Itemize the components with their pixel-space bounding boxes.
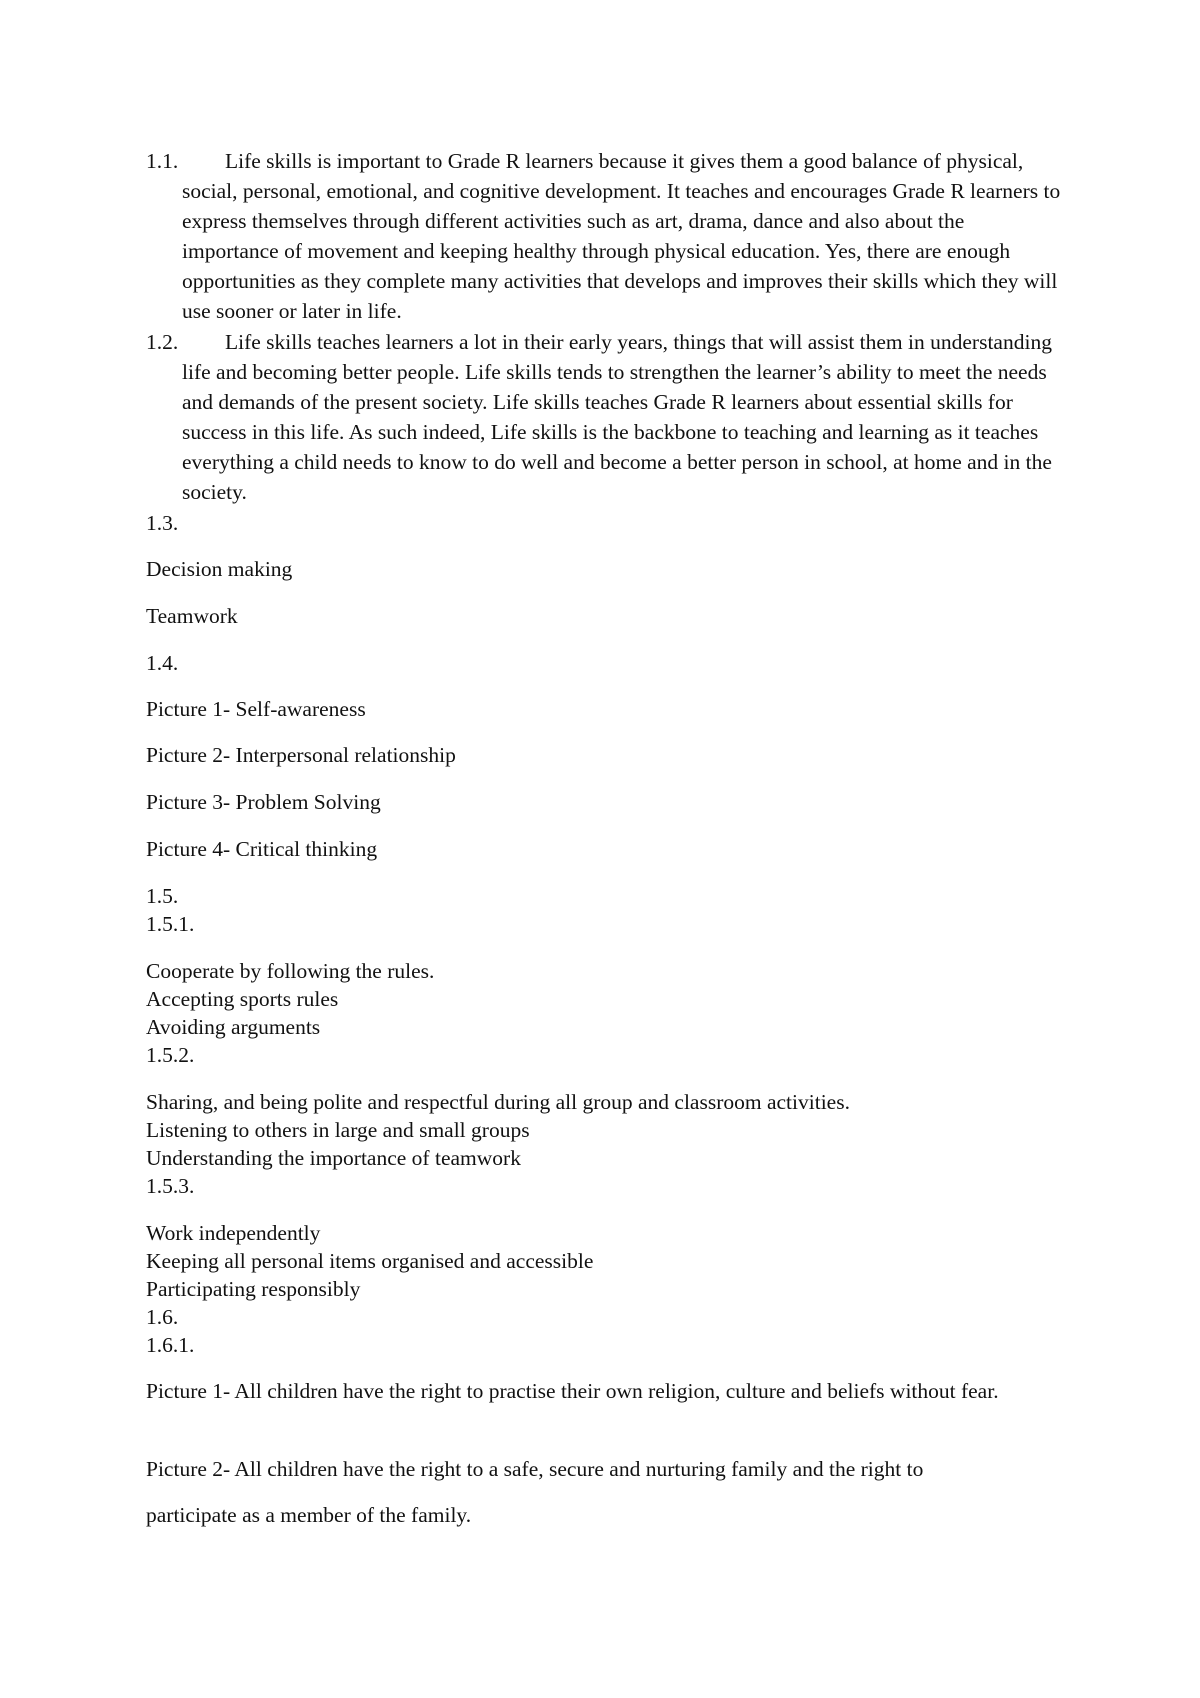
heading-1-5-2: 1.5.2. [146, 1043, 195, 1067]
answer-line: Listening to others in large and small groups [146, 1118, 530, 1142]
item-text: Life skills is important to Grade R learners because it gives them a good balance of physical, social, personal, emotional, and cognitive development. It teaches and encourages Grade R learners to express themselves through different activities such as art, drama, dance and also about the importance of movement and keeping healthy through physical education. Yes, there are enough opportunities as they complete many activities that develops and improves their skills which they will use sooner or later in life. [182, 149, 1061, 323]
heading-1-6-1: 1.6.1. [146, 1333, 195, 1357]
picture-2-answer-continued: participate as a member of the family. [146, 1503, 472, 1527]
heading-1-5-1: 1.5.1. [146, 912, 195, 936]
heading-1-5-3: 1.5.3. [146, 1174, 195, 1198]
answer-line: Sharing, and being polite and respectful during all group and classroom activities. [146, 1090, 850, 1114]
answer-line: Understanding the importance of teamwork [146, 1146, 521, 1170]
answer-line: Picture 2- Interpersonal relationship [146, 743, 456, 767]
answer-1-1 [146, 146, 1066, 348]
answer-line: Work independently [146, 1221, 321, 1245]
answer-line: Picture 4- Critical thinking [146, 837, 378, 861]
answer-line: Participating responsibly [146, 1277, 361, 1301]
item-text: Life skills teaches learners a lot in their early years, things that will assist them in understanding life and becoming better people. Life skills tends to strengthen the learner’s ability to meet the needs and demands of the present society. Life skills teaches Grade R learners about essential skills for success in this life. As such indeed, Life skills is the backbone to teaching and learning as it teaches everything a child needs to know to do well and become a better person in school, at home and in the society. [182, 330, 1052, 504]
heading-1-6: 1.6. [146, 1305, 179, 1329]
heading-1-3: 1.3. [146, 511, 179, 535]
picture-2-answer: Picture 2- All children have the right to a safe, secure and nurturing family and the right to [146, 1457, 924, 1481]
heading-1-5: 1.5. [146, 884, 179, 908]
heading-1-4: 1.4. [146, 651, 179, 675]
item-number: 1.1. [146, 149, 179, 173]
answer-line: Teamwork [146, 604, 238, 628]
answer-line: Accepting sports rules [146, 987, 339, 1011]
answer-line: Picture 1- Self-awareness [146, 697, 366, 721]
answer-line: Cooperate by following the rules. [146, 959, 435, 983]
answer-line: Decision making [146, 557, 293, 581]
item-number: 1.2. [146, 330, 179, 354]
answer-line: Keeping all personal items organised and accessible [146, 1249, 594, 1273]
answer-line: Picture 3- Problem Solving [146, 790, 381, 814]
answer-1-2 [146, 327, 1066, 529]
answer-line: Avoiding arguments [146, 1015, 321, 1039]
picture-1-answer: Picture 1- All children have the right to practise their own religion, culture and beliefs without fear. [146, 1379, 999, 1403]
